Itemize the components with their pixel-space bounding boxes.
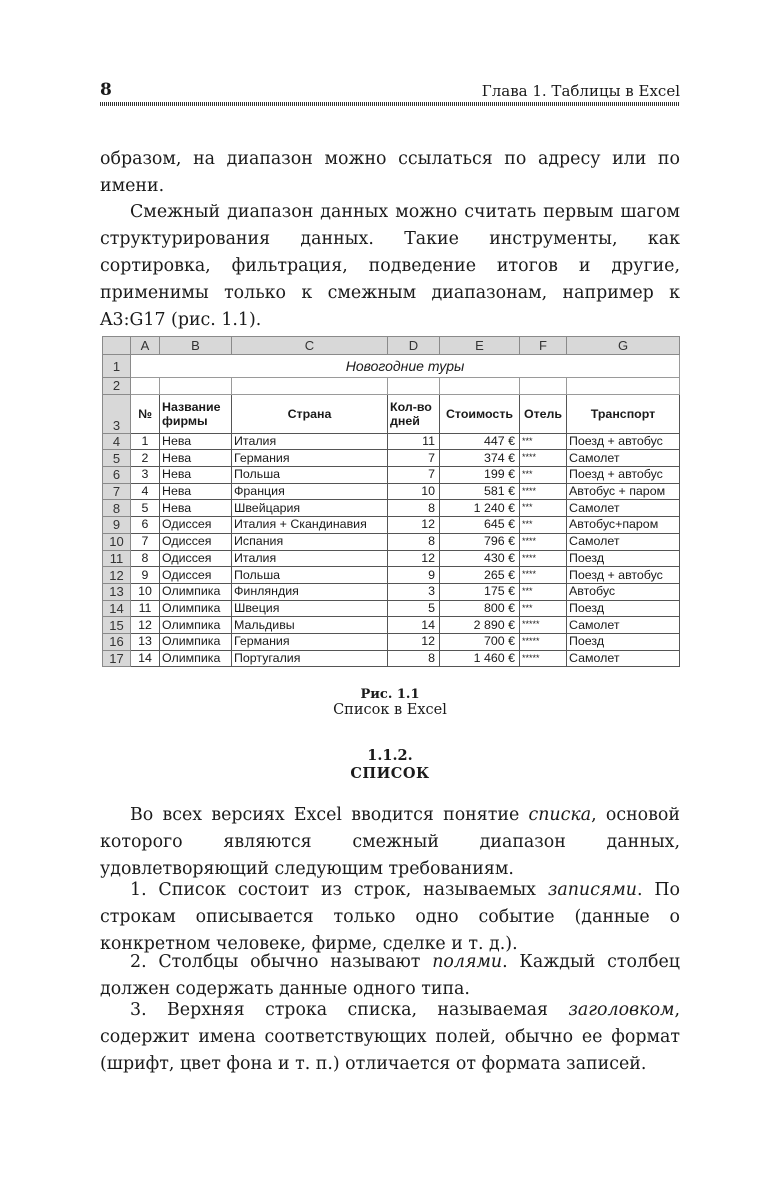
cell-transport[interactable]: Поезд — [567, 600, 680, 617]
cell-num[interactable]: 10 — [131, 583, 160, 600]
cell-num[interactable]: 14 — [131, 650, 160, 667]
cell-country[interactable]: Финляндия — [232, 583, 388, 600]
cell-firm[interactable]: Олимпика — [160, 600, 232, 617]
table-row — [103, 567, 680, 584]
chapter-title: Глава 1. Таблицы в Excel — [481, 82, 680, 100]
term-records: записями — [547, 880, 637, 900]
cell-firm[interactable]: Олимпика — [160, 617, 232, 634]
header-cost[interactable]: Стоимость — [440, 394, 520, 433]
cell-days[interactable]: 9 — [388, 567, 440, 584]
cell-num[interactable]: 3 — [131, 467, 160, 484]
cell[interactable] — [440, 378, 520, 395]
row-number[interactable]: 5 — [103, 450, 131, 467]
cell-hotel[interactable]: **** — [520, 483, 567, 500]
sheet-row-1 — [103, 355, 680, 378]
cell-num[interactable]: 8 — [131, 550, 160, 567]
row-number[interactable]: 8 — [103, 500, 131, 517]
cell-hotel[interactable]: **** — [520, 533, 567, 550]
cell-cost[interactable]: 430 € — [440, 550, 520, 567]
table-row — [103, 633, 680, 650]
cell-firm[interactable]: Одиссея — [160, 517, 232, 534]
spreadsheet-figure — [102, 336, 679, 667]
cell-num[interactable]: 13 — [131, 633, 160, 650]
cell-days[interactable]: 8 — [388, 500, 440, 517]
cell-days[interactable]: 11 — [388, 433, 440, 450]
sheet-row-2 — [103, 378, 680, 395]
cell-firm[interactable]: Олимпика — [160, 650, 232, 667]
cell-country[interactable]: Польша — [232, 567, 388, 584]
cell-cost[interactable]: 265 € — [440, 567, 520, 584]
cell-num[interactable]: 12 — [131, 617, 160, 634]
table-row — [103, 550, 680, 567]
text-run: . По строкам описывается только одно событие (данные о конкретном человеке, фирме, сделке и т. д.). — [100, 880, 680, 954]
cell-days[interactable]: 8 — [388, 650, 440, 667]
cell-country[interactable]: Германия — [232, 633, 388, 650]
cell-country[interactable]: Польша — [232, 467, 388, 484]
table-row — [103, 450, 680, 467]
cell-days[interactable]: 3 — [388, 583, 440, 600]
header-transport[interactable]: Транспорт — [567, 394, 680, 433]
table-row — [103, 433, 680, 450]
table-row — [103, 517, 680, 534]
column-header[interactable]: C — [232, 337, 388, 355]
field-header-row — [103, 394, 680, 433]
cell-firm[interactable]: Нева — [160, 483, 232, 500]
intro-paragraph-1: образом, на диапазон можно ссылаться по адресу или по имени. — [100, 149, 680, 196]
cell-firm[interactable]: Одиссея — [160, 550, 232, 567]
term-list: списка — [528, 805, 592, 825]
row-number[interactable]: 17 — [103, 650, 131, 667]
cell-country[interactable]: Швейцария — [232, 500, 388, 517]
cell-days[interactable]: 8 — [388, 533, 440, 550]
cell-hotel[interactable]: *** — [520, 583, 567, 600]
term-header: заголовком — [568, 1000, 675, 1020]
cell-hotel[interactable]: **** — [520, 567, 567, 584]
cell-country[interactable]: Италия — [232, 433, 388, 450]
cell-firm[interactable]: Нева — [160, 467, 232, 484]
cell-country[interactable]: Мальдивы — [232, 617, 388, 634]
header-firm[interactable]: Название фирмы — [160, 394, 232, 433]
cell-num[interactable]: 7 — [131, 533, 160, 550]
cell-num[interactable]: 5 — [131, 500, 160, 517]
cell-transport[interactable]: Поезд + автобус — [567, 433, 680, 450]
section-number: 1.1.2. — [367, 747, 413, 764]
column-header[interactable]: F — [520, 337, 567, 355]
cell[interactable] — [232, 378, 388, 395]
cell-cost[interactable]: 581 € — [440, 483, 520, 500]
page-number: 8 — [100, 80, 112, 100]
cell-cost[interactable]: 1 240 € — [440, 500, 520, 517]
cell-firm[interactable]: Нева — [160, 433, 232, 450]
intro-paragraph-2: Смежный диапазон данных можно считать первым шагом структурирования данных. Такие инструменты, как сортировка, фильтрация, подведение итогов и другие, применимы только к смежным диапазонам, например к A3:G17 (рис. 1.1). — [100, 202, 680, 330]
row-number[interactable]: 10 — [103, 533, 131, 550]
header-num[interactable]: № — [131, 394, 160, 433]
cell-country[interactable]: Португалия — [232, 650, 388, 667]
spreadsheet-table — [102, 336, 680, 667]
row-number[interactable]: 14 — [103, 600, 131, 617]
row-number[interactable]: 9 — [103, 517, 131, 534]
cell-num[interactable]: 11 — [131, 600, 160, 617]
cell-hotel[interactable]: *** — [520, 467, 567, 484]
cell-num[interactable]: 6 — [131, 517, 160, 534]
cell-days[interactable]: 12 — [388, 633, 440, 650]
cell-days[interactable]: 14 — [388, 617, 440, 634]
row-number[interactable]: 13 — [103, 583, 131, 600]
header-days[interactable]: Кол-во дней — [388, 394, 440, 433]
row-number[interactable]: 16 — [103, 633, 131, 650]
cell-cost[interactable]: 199 € — [440, 467, 520, 484]
table-row — [103, 650, 680, 667]
body-paragraph-2 — [100, 877, 680, 958]
table-row — [103, 583, 680, 600]
table-row — [103, 533, 680, 550]
cell-transport[interactable]: Поезд + автобус — [567, 467, 680, 484]
cell-transport[interactable]: Автобус + паром — [567, 483, 680, 500]
cell-firm[interactable]: Олимпика — [160, 583, 232, 600]
column-header[interactable]: B — [160, 337, 232, 355]
text-run: . Каждый столбец должен содержать данные одного типа. — [100, 952, 680, 999]
table-row — [103, 467, 680, 484]
term-fields: полями — [432, 952, 503, 972]
cell-cost[interactable]: 447 € — [440, 433, 520, 450]
cell-hotel[interactable]: *** — [520, 517, 567, 534]
cell[interactable] — [131, 378, 160, 395]
cell-transport[interactable]: Самолет — [567, 617, 680, 634]
cell-transport[interactable]: Поезд — [567, 550, 680, 567]
row-number[interactable]: 11 — [103, 550, 131, 567]
cell-num[interactable]: 9 — [131, 567, 160, 584]
cell-hotel[interactable]: **** — [520, 450, 567, 467]
body-paragraph-4 — [100, 997, 680, 1078]
row-number[interactable]: 4 — [103, 433, 131, 450]
text-run: 2. Столбцы обычно называют — [130, 952, 433, 972]
cell[interactable] — [567, 378, 680, 395]
cell-num[interactable]: 1 — [131, 433, 160, 450]
cell-num[interactable]: 2 — [131, 450, 160, 467]
row-number[interactable]: 7 — [103, 483, 131, 500]
row-number[interactable]: 2 — [103, 378, 131, 395]
cell-num[interactable]: 4 — [131, 483, 160, 500]
table-row — [103, 617, 680, 634]
column-header-row — [103, 337, 680, 355]
column-header[interactable]: A — [131, 337, 160, 355]
cell-transport[interactable]: Автобус+паром — [567, 517, 680, 534]
cell-firm[interactable]: Одиссея — [160, 567, 232, 584]
cell-days[interactable]: 12 — [388, 550, 440, 567]
cell-country[interactable]: Испания — [232, 533, 388, 550]
cell-transport[interactable]: Поезд + автобус — [567, 567, 680, 584]
cell-country[interactable]: Италия — [232, 550, 388, 567]
text-run: 3. Верхняя строка списка, называемая — [130, 1000, 569, 1020]
table-row — [103, 600, 680, 617]
cell-transport[interactable]: Самолет — [567, 450, 680, 467]
table-row — [103, 483, 680, 500]
cell-hotel[interactable]: ***** — [520, 633, 567, 650]
cell-days[interactable]: 7 — [388, 467, 440, 484]
cell-country[interactable]: Италия + Скандинавия — [232, 517, 388, 534]
running-header — [100, 80, 680, 100]
header-rule — [100, 102, 680, 106]
header-hotel[interactable]: Отель — [520, 394, 567, 433]
column-header[interactable]: G — [567, 337, 680, 355]
row-number[interactable]: 12 — [103, 567, 131, 584]
cell-firm[interactable]: Нева — [160, 450, 232, 467]
column-header[interactable]: D — [388, 337, 440, 355]
cell-hotel[interactable]: ***** — [520, 650, 567, 667]
cell-cost[interactable]: 800 € — [440, 600, 520, 617]
cell[interactable] — [388, 378, 440, 395]
cell-transport[interactable]: Самолет — [567, 533, 680, 550]
section-title: СПИСОК — [350, 765, 430, 782]
cell-firm[interactable]: Нева — [160, 500, 232, 517]
cell-transport[interactable]: Поезд — [567, 633, 680, 650]
text-run: Во всех версиях Excel вводится понятие — [130, 805, 529, 825]
cell-cost[interactable]: 796 € — [440, 533, 520, 550]
cell-country[interactable]: Франция — [232, 483, 388, 500]
row-number[interactable]: 1 — [103, 355, 131, 378]
cell-days[interactable]: 12 — [388, 517, 440, 534]
cell-cost[interactable]: 700 € — [440, 633, 520, 650]
cell[interactable] — [520, 378, 567, 395]
cell-firm[interactable]: Олимпика — [160, 633, 232, 650]
cell-hotel[interactable]: **** — [520, 550, 567, 567]
table-row — [103, 500, 680, 517]
sheet-title-cell[interactable]: Новогодние туры — [131, 355, 680, 378]
body-paragraph-1 — [100, 802, 680, 883]
text-run: , основой которого являются смежный диапазон данных, удовлетворяющий следующим требованиям. — [100, 805, 680, 879]
cell-transport[interactable]: Самолет — [567, 650, 680, 667]
cell-hotel[interactable]: *** — [520, 433, 567, 450]
cell-transport[interactable]: Самолет — [567, 500, 680, 517]
figure-caption: Список в Excel — [333, 702, 447, 718]
cell[interactable] — [160, 378, 232, 395]
cell-cost[interactable]: 645 € — [440, 517, 520, 534]
text-run: , содержит имена соответствующих полей, обычно ее формат (шрифт, цвет фона и т. п.) отличается от формата записей. — [100, 1000, 680, 1074]
text-run: 1. Список состоит из строк, называемых — [130, 880, 548, 900]
cell-hotel[interactable]: *** — [520, 500, 567, 517]
row-number[interactable]: 3 — [103, 394, 131, 433]
cell-cost[interactable]: 1 460 € — [440, 650, 520, 667]
cell-firm[interactable]: Одиссея — [160, 533, 232, 550]
cell-hotel[interactable]: *** — [520, 600, 567, 617]
header-country[interactable]: Страна — [232, 394, 388, 433]
cell-days[interactable]: 7 — [388, 450, 440, 467]
cell-days[interactable]: 10 — [388, 483, 440, 500]
column-header[interactable]: E — [440, 337, 520, 355]
figure-label: Рис. 1.1 — [360, 687, 420, 702]
cell-hotel[interactable]: ***** — [520, 617, 567, 634]
cell-cost[interactable]: 2 890 € — [440, 617, 520, 634]
cell-cost[interactable]: 175 € — [440, 583, 520, 600]
row-number[interactable]: 15 — [103, 617, 131, 634]
cell-days[interactable]: 5 — [388, 600, 440, 617]
body-paragraph-3 — [100, 949, 680, 1003]
select-all-corner[interactable] — [103, 337, 131, 355]
row-number[interactable]: 6 — [103, 467, 131, 484]
cell-cost[interactable]: 374 € — [440, 450, 520, 467]
cell-transport[interactable]: Автобус — [567, 583, 680, 600]
cell-country[interactable]: Швеция — [232, 600, 388, 617]
cell-country[interactable]: Германия — [232, 450, 388, 467]
